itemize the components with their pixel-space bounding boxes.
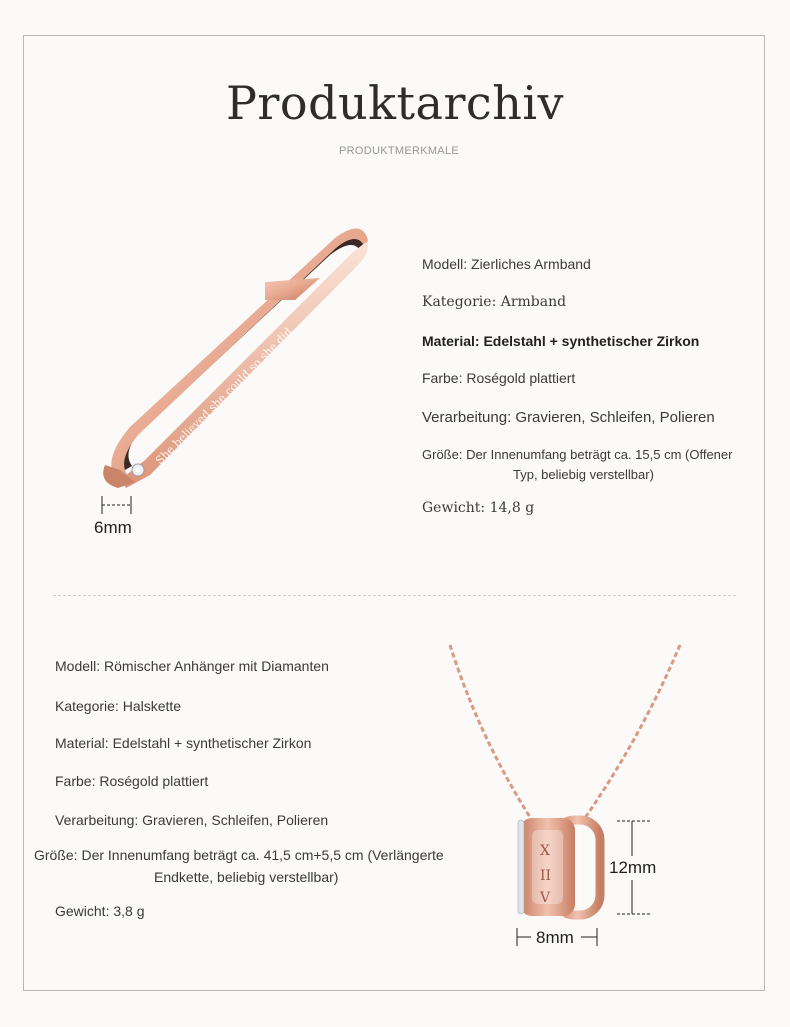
product1-size-line1: Größe: Der Innenumfang beträgt ca. 15,5 cm (Offener: [422, 447, 733, 462]
necklace-height-label: 12mm: [609, 858, 657, 877]
page-subtitle: PRODUKTMERKMALE: [338, 145, 460, 157]
product2-processing: Verarbeitung: Gravieren, Schleifen, Polieren: [55, 812, 329, 828]
product2-size-line1: Größe: Der Innenumfang beträgt ca. 41,5 cm+5,5 cm (Verlängerte: [34, 847, 444, 863]
svg-text:X: X: [540, 843, 550, 859]
bracelet-width-label: 6mm: [94, 518, 132, 537]
product2-color: Farbe: Roségold plattiert: [55, 773, 209, 789]
product2-category: Kategorie: Halskette: [55, 698, 182, 714]
svg-text:II: II: [540, 868, 552, 884]
bracelet-image: [90, 220, 390, 520]
product1-category: Kategorie: Armband: [422, 294, 567, 310]
product1-size-line2: Typ, beliebig verstellbar): [513, 467, 654, 482]
product2-size-line2: Endkette, beliebig verstellbar): [154, 869, 339, 885]
page-title: Produktarchiv: [225, 76, 565, 130]
necklace-width-label: 8mm: [536, 928, 574, 947]
product1-material: Material: Edelstahl + synthetischer Zirkon: [422, 333, 700, 349]
bracelet-width-marker: [100, 496, 140, 516]
product2-weight: Gewicht: 3,8 g: [55, 903, 145, 919]
bracelet-engraving: She believed she could so she did: [152, 325, 295, 468]
product1-weight: Gewicht: 14,8 g: [422, 500, 535, 516]
product1-color: Farbe: Roségold plattiert: [422, 370, 576, 386]
product2-material: Material: Edelstahl + synthetischer Zirkon: [55, 735, 312, 751]
product1-processing: Verarbeitung: Gravieren, Schleifen, Polieren: [422, 409, 715, 426]
svg-text:V: V: [540, 890, 551, 906]
product2-model: Modell: Römischer Anhänger mit Diamanten: [55, 658, 329, 674]
product1-model: Modell: Zierliches Armband: [422, 256, 591, 272]
section-divider: [53, 595, 736, 596]
